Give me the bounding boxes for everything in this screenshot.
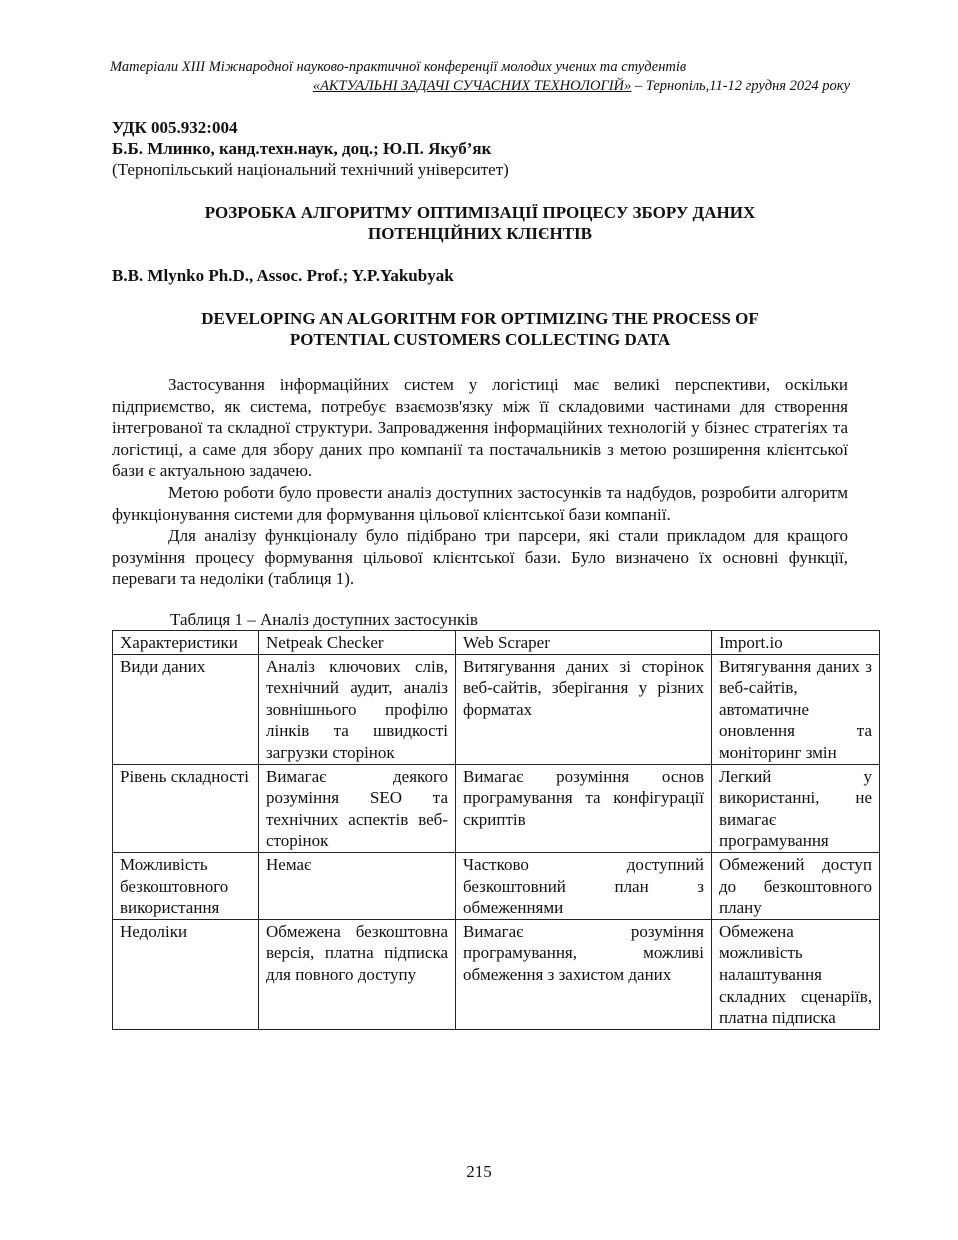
table-row xyxy=(113,919,880,1029)
title-english-line2: POTENTIAL CUSTOMERS COLLECTING DATA xyxy=(289,330,671,349)
title-english xyxy=(112,308,848,350)
conference-place-date: – Тернопіль,11-12 грудня 2024 року xyxy=(631,78,850,94)
paragraph: Метою роботи було провести аналіз доступних застосунків та надбудов, розробити алгоритм функціонування системи для формування цільової клієнтської бази компанії. xyxy=(112,482,848,524)
table-cell: Немає xyxy=(259,852,456,919)
authors-ukrainian: Б.Б. Млинко, канд.техн.наук, доц.; Ю.П. Якуб’як xyxy=(112,139,492,158)
running-header-line1: Матеріали XIII Міжнародної науково-практичної конференції молодих учених та студентів xyxy=(110,59,687,75)
udk-code: УДК 005.932:004 xyxy=(112,118,238,137)
table-cell: Обмежена можливість налаштування складних сценаріїв, платна підписка xyxy=(712,919,880,1029)
table-cell: Витягування даних з веб-сайтів, автоматичне оновлення та моніторинг змін xyxy=(712,654,880,764)
table-cell: Витягування даних зі сторінок веб-сайтів, зберігання у різних форматах xyxy=(456,654,712,764)
title-english-line1: DEVELOPING AN ALGORITHM FOR OPTIMIZING THE PROCESS OF xyxy=(201,309,759,328)
table-cell: Вимагає розуміння програмування, можливі обмеження з захистом даних xyxy=(456,919,712,1029)
table-header-cell: Import.io xyxy=(712,631,880,655)
applications-analysis-table xyxy=(112,630,880,1030)
table-caption: Таблиця 1 – Аналіз доступних застосунків xyxy=(170,610,478,629)
authors-english-text: B.B. Mlynko Ph.D., Assoc. Prof.; Y.P.Yakubyak xyxy=(112,266,454,285)
table-header-cell: Web Scraper xyxy=(456,631,712,655)
table-cell: Вимагає розуміння основ програмування та конфігурації скриптів xyxy=(456,764,712,852)
table-row xyxy=(113,654,880,764)
conference-name: «АКТУАЛЬНІ ЗАДАЧІ СУЧАСНИХ ТЕХНОЛОГІЙ» xyxy=(312,78,632,94)
title-ukrainian xyxy=(112,202,848,244)
affiliation: (Тернопільський національний технічний університет) xyxy=(112,160,509,179)
table-cell: Частково доступний безкоштовний план з обмеженнями xyxy=(456,852,712,919)
table-cell: Аналіз ключових слів, технічний аудит, аналіз зовнішнього профілю лінків та швидкості загрузки сторінок xyxy=(259,654,456,764)
table-header-row xyxy=(113,631,880,655)
table-cell: Обмежений доступ до безкоштовного плану xyxy=(712,852,880,919)
running-header-line2 xyxy=(110,77,850,95)
paragraph: Застосування інформаційних систем у логістиці має великі перспективи, оскільки підприємство, як система, потребує взаємозв'язку між її складовими частинами для створення інтегрованої та складної структури. Запровадження інформаційних технологій у бізнес стратегіях та логістиці, а саме для збору даних про компанії та постачальників з метою розширення клієнтської бази є актуальною задачею. xyxy=(112,375,848,481)
table-cell: Рівень складності xyxy=(113,764,259,852)
table-cell: Вимагає деякого розуміння SEO та технічних аспектів веб-сторінок xyxy=(259,764,456,852)
title-ukrainian-line2: ПОТЕНЦІЙНИХ КЛІЄНТІВ xyxy=(367,224,593,243)
title-ukrainian-line1: РОЗРОБКА АЛГОРИТМУ ОПТИМІЗАЦІЇ ПРОЦЕСУ ЗБОРУ ДАНИХ xyxy=(204,203,756,222)
table-cell: Обмежена безкоштовна версія, платна підписка для повного доступу xyxy=(259,919,456,1029)
paragraph: Для аналізу функціоналу було підібрано три парсери, які стали прикладом для кращого розуміння процесу формування цільової клієнтської бази. Було визначено їх основні функції, переваги та недоліки (таблиця 1). xyxy=(112,526,848,589)
authors-english xyxy=(112,266,848,286)
table-cell: Легкий у використанні, не вимагає програмування xyxy=(712,764,880,852)
table-cell: Недоліки xyxy=(113,919,259,1029)
table-row xyxy=(113,764,880,852)
table-cell: Можливість безкоштовного використання xyxy=(113,852,259,919)
table-header-cell: Netpeak Checker xyxy=(259,631,456,655)
table-header-cell: Характеристики xyxy=(113,631,259,655)
body-text xyxy=(112,374,848,590)
page-number: 215 xyxy=(466,1162,492,1181)
table-row xyxy=(113,852,880,919)
table-cell: Види даних xyxy=(113,654,259,764)
